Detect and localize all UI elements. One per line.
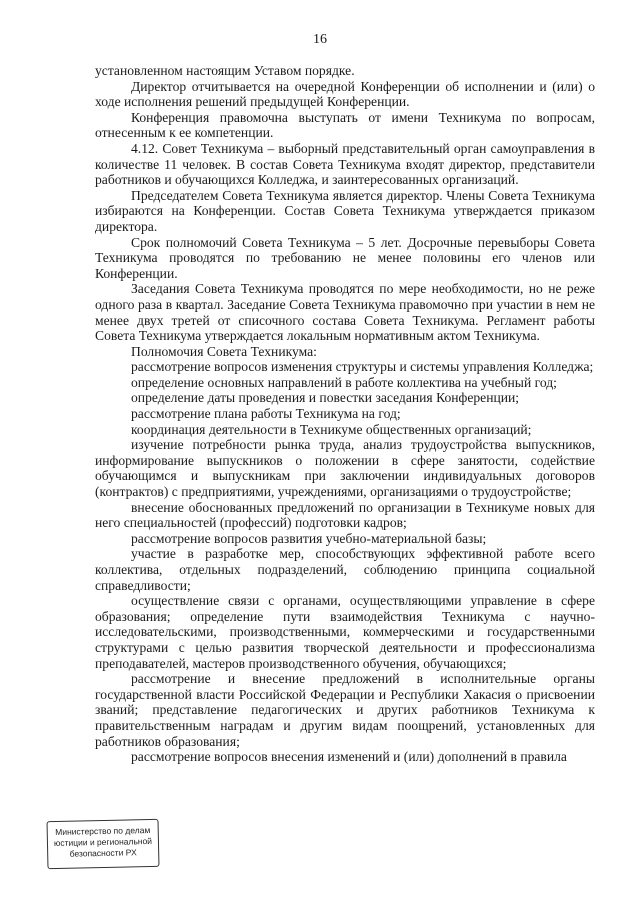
list-item: рассмотрение вопросов внесения изменений и (или) дополнений в правила — [131, 749, 567, 765]
page-number: 16 — [313, 32, 327, 47]
paragraph: Председателем Совета Техникума является директор. Члены Совета Техникума избираются на Конференции. Состав Совета Техникума утверждается приказом директора. — [95, 187, 595, 234]
paragraph: Полномочия Совета Техникума: — [131, 343, 317, 359]
stamp-line: безопасности РХ — [69, 847, 137, 859]
paragraph: установленном настоящим Уставом порядке. — [95, 63, 355, 78]
list-item: рассмотрение и внесение предложений в исполнительные органы государственной власти Российской Федерации и Республики Хакасия о присвоении званий; представление педагогических и других работников Техникума к правительственным наградам и другим видам поощрений, установленных для работников образования; — [95, 671, 595, 749]
list-item: осуществление связи с органами, осуществляющими управление в сфере образования; определение пути взаимодействия Техникума с научно-исследовательскими, производственными, коммерческими и государственными структурами с целью развития творческой деятельности и профессионализма преподавателей, мастеров производственного обучения, обучающихся; — [95, 593, 595, 671]
paragraph: Директор отчитывается на очередной Конференции об исполнении и (или) о ходе исполнения решений предыдущей Конференции. — [95, 78, 595, 110]
list-item: изучение потребности рынка труда, анализ трудоустройства выпускников, информирование выпускников о положении в сфере занятости, содействие обучающимся и выпускникам при заключении индивидуальных договоров (контрактов) с предприятиями, учреждениями, организациями о трудоустройстве; — [95, 437, 595, 500]
stamp-line: юстиции и региональной — [53, 835, 153, 849]
list-item: определение даты проведения и повестки заседания Конференции; — [131, 390, 520, 406]
paragraph: Заседания Совета Техникума проводятся по мере необходимости, но не реже одного раза в квартал. Заседание Совета Техникума правомочно при участии в нем не менее двух третей от списочного состава Совета Техникума. Регламент работы Совета Техникума утверждается локальным нормативным актом Техникума. — [95, 281, 595, 344]
paragraph: Конференция правомочна выступать от имени Техникума по вопросам, отнесенным к ее компетенции. — [95, 109, 595, 141]
list-item: рассмотрение вопросов изменения структуры и системы управления Колледжа; — [131, 359, 594, 375]
list-item: внесение обоснованных предложений по организации в Техникуме новых для него специальностей (профессий) подготовки кадров; — [95, 499, 595, 531]
document-body — [95, 63, 595, 765]
list-item: рассмотрение вопросов развития учебно-материальной базы; — [131, 530, 487, 546]
paragraph: 4.12. Совет Техникума – выборный представительный орган самоуправления в количестве 11 человек. В состав Совета Техникума входят директор, представители работников и обучающихся Колледжа, и заинтересованных организаций. — [95, 140, 595, 188]
ministry-stamp — [47, 819, 160, 869]
paragraph: Срок полномочий Совета Техникума – 5 лет. Досрочные перевыборы Совета Техникума проводятся по требованию не менее половины его членов или Конференции. — [95, 234, 595, 281]
list-item: участие в разработке мер, способствующих эффективной работе всего коллектива, отдельных подразделений, соблюдению принципа социальной справедливости; — [95, 546, 595, 593]
list-item: рассмотрение плана работы Техникума на год; — [131, 406, 401, 422]
stamp-line: Министерство по делам — [55, 825, 151, 837]
list-item: координация деятельности в Техникуме общественных организаций; — [131, 421, 532, 437]
list-item: определение основных направлений в работе коллектива на учебный год; — [131, 374, 557, 390]
